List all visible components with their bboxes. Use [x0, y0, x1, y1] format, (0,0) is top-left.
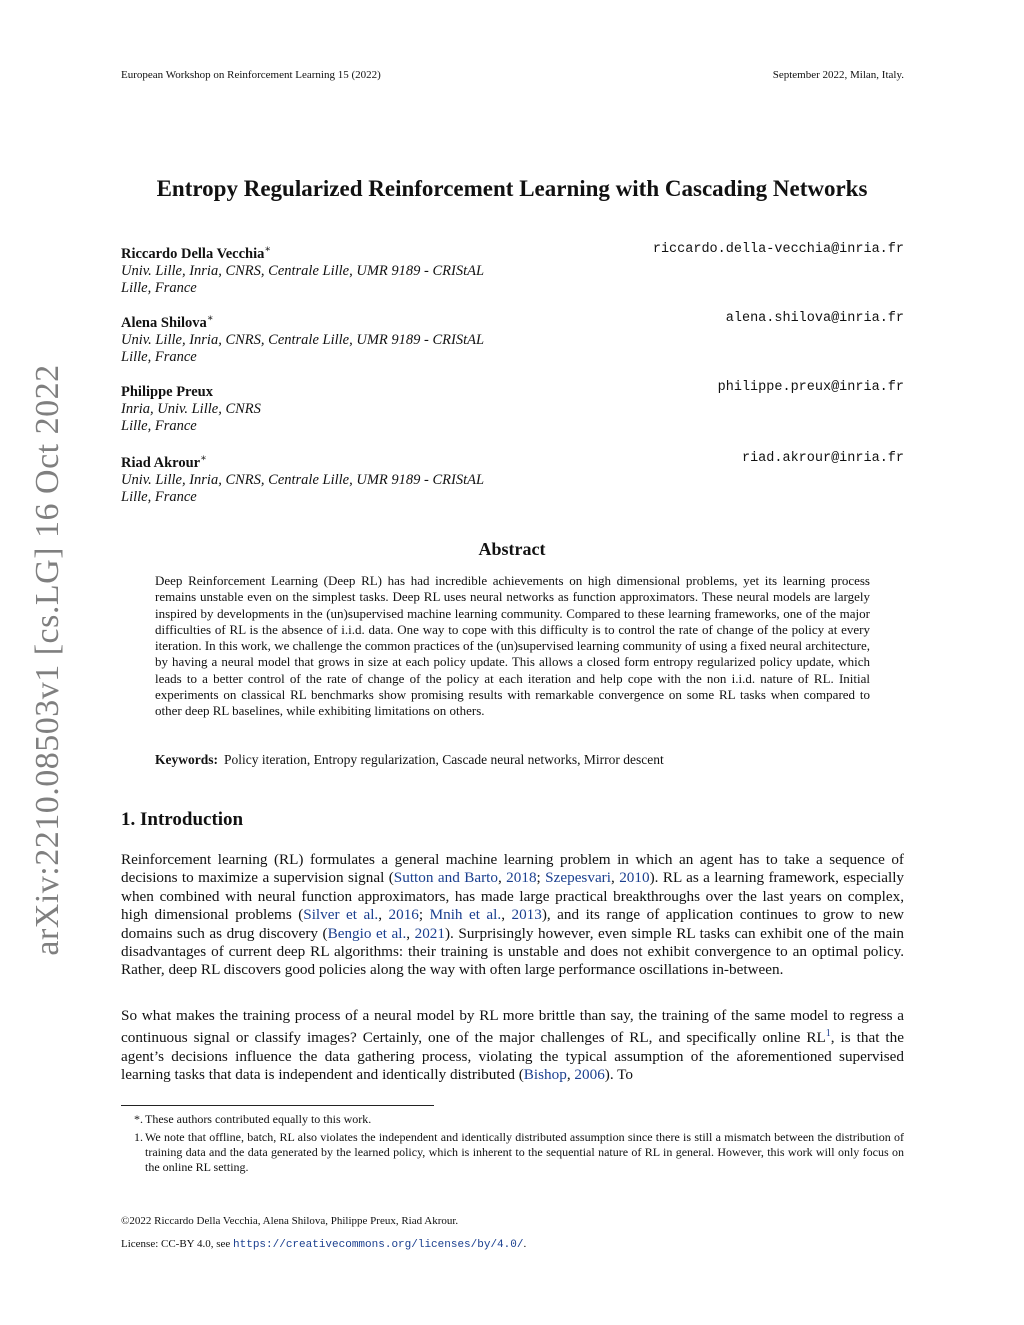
citation-link[interactable]: 2013 — [511, 906, 542, 924]
author-location: Lille, France — [121, 279, 197, 296]
license-end: . — [523, 1238, 527, 1250]
text-run: Reinforcement learning (RL) formulates a general machine learning problem in which an agent has to take a sequence of decisions to maximize a supervision signal ( — [121, 851, 904, 887]
author-email[interactable]: riad.akrour@inria.fr — [741, 451, 904, 466]
citation-link[interactable]: Bengio et al. — [327, 924, 407, 942]
footnote-text: These authors contributed equally to this work. — [145, 1112, 372, 1126]
license-text: License: CC-BY 4.0, see — [121, 1238, 231, 1250]
arxiv-id[interactable]: arXiv:2210.08503v1 [cs.LG] 16 Oct 2022 — [29, 364, 66, 956]
text-run: ), and its range of application continues to grow to new domains such as drug discovery ( — [121, 906, 904, 942]
text-run: ). Surprisingly however, even simple RL tasks can exhibit one of the main disadvantages of current deep RL algorithms: their training is unstable and does not exhibit convergence to an optimal policy. Rather, deep RL discovers good policies along the way with often large performance oscillations in-between. — [121, 924, 905, 979]
abstract-heading: Abstract — [478, 539, 546, 559]
running-header-venue: European Workshop on Reinforcement Learning 15 (2022) — [121, 69, 381, 81]
abstract-text: Deep Reinforcement Learning (Deep RL) has had incredible achievements on high dimensional problems, yet its learning process remains unstable even on the simplest tasks. Deep RL uses neural networks as function approximators. These neural models are largely inspired by developments in the (un)supervised machine learning community. Compared to these learning frameworks, one of the major difficulties of RL is the absence of i.i.d. data. One way to cope with this difficulty is to control the rate of change of the policy at every iteration. In this work, we challenge the common practices of the (un)supervised learning community of using a fixed neural architecture, by having a neural model that grows in size at each policy update. This allows a closed form entropy regularized policy update, which leads to a better control of the rate of change of the policy at each iteration and help cope with the non i.i.d. nature of RL. Initial experiments on classical RL benchmarks show promising results with remarkable convergence on some RL tasks when compared to other deep RL baselines, while exhibiting limitations on others. — [155, 573, 870, 719]
footnote-text: We note that offline, batch, RL also violates the independent and identically distributed assumption since there is still a mismatch between the distribution of training data and the data generated by the learned policy, which is inherent to the sequential nature of RL in general. However, this work will only focus on the online RL setting. — [145, 1130, 904, 1174]
equal-contribution-mark: ∗ — [200, 453, 207, 464]
citation-link[interactable]: 2018 — [506, 869, 537, 887]
equal-contribution-mark: ∗ — [206, 313, 214, 324]
author-affiliation: Univ. Lille, Inria, CNRS, Centrale Lille, UMR 9189 - CRIStAL — [121, 262, 485, 279]
license-notice — [121, 1238, 526, 1251]
author-block — [121, 450, 904, 506]
keywords-label: Keywords: — [155, 752, 218, 767]
author-block — [121, 379, 904, 435]
license-url[interactable]: https://creativecommons.org/licenses/by/4.0/ — [233, 1239, 524, 1251]
citation-link[interactable]: Silver et al. — [303, 906, 379, 924]
text-run: ). RL as a learning framework, especially when combined with neural function approximators, has made large practical breakthroughs over the last years on complex, high dimensional problems ( — [121, 869, 905, 924]
author-email[interactable]: philippe.preux@inria.fr — [717, 380, 904, 395]
author-email[interactable]: riccardo.della-vecchia@inria.fr — [652, 242, 904, 257]
citation-link[interactable]: Bishop — [523, 1066, 567, 1084]
text-run: So what makes the training process of a neural model by RL more brittle than say, the training of the same model to regress a continuous signal or classify images? Certainly, one of the major challenges of RL, and specifically online RL — [121, 1007, 904, 1047]
author-affiliation: Univ. Lille, Inria, CNRS, Centrale Lille, UMR 9189 - CRIStAL — [121, 471, 485, 488]
citation-link[interactable]: Szepesvari — [545, 869, 611, 887]
text-run: , is that the agent’s decisions influence the data gathering process, violating the typical assumption of the aforementioned supervised learning tasks that data is independent and identically distributed ( — [121, 1029, 904, 1084]
footnote — [121, 1112, 904, 1127]
citation-link[interactable]: 2021 — [414, 924, 445, 942]
author-name: Riccardo Della Vecchia — [121, 245, 265, 262]
footnote — [121, 1130, 904, 1175]
intro-paragraph — [121, 851, 904, 980]
text-run: , — [610, 869, 620, 887]
citation-link[interactable]: Mnih et al. — [429, 906, 502, 924]
running-header-date: September 2022, Milan, Italy. — [772, 69, 904, 81]
paper-title: Entropy Regularized Reinforcement Learning with Cascading Networks — [156, 176, 868, 201]
author-name: Alena Shilova — [121, 314, 207, 331]
text-run: , — [497, 869, 507, 887]
citation-link[interactable]: Sutton and Barto — [393, 869, 498, 887]
citation-link[interactable]: 2010 — [619, 869, 650, 887]
text-run: , — [378, 906, 389, 924]
copyright-notice: ©2022 Riccardo Della Vecchia, Alena Shilova, Philippe Preux, Riad Akrour. — [121, 1215, 459, 1227]
text-run: , — [501, 906, 512, 924]
footnote-divider — [121, 1105, 434, 1106]
author-affiliation: Univ. Lille, Inria, CNRS, Centrale Lille, UMR 9189 - CRIStAL — [121, 331, 485, 348]
section-heading: 1. Introduction — [121, 809, 244, 830]
author-block — [121, 310, 904, 366]
author-name: Riad Akrour — [121, 454, 201, 471]
citation-link[interactable]: 2016 — [388, 906, 419, 924]
footnote-mark: 1. — [134, 1130, 143, 1144]
author-location: Lille, France — [121, 417, 197, 434]
text-run: , — [406, 924, 415, 942]
text-run: , — [566, 1066, 575, 1084]
intro-paragraph — [121, 1007, 904, 1085]
text-run: ; — [418, 906, 430, 924]
footnote-marker[interactable]: 1 — [825, 1028, 831, 1040]
keywords-text: Policy iteration, Entropy regularization, Cascade neural networks, Mirror descent — [224, 752, 664, 767]
author-block — [121, 241, 904, 297]
equal-contribution-mark: ∗ — [264, 244, 272, 255]
footnote-mark: *. — [134, 1112, 143, 1126]
citation-link[interactable]: 2006 — [574, 1066, 605, 1084]
author-location: Lille, France — [121, 488, 197, 505]
keywords — [155, 752, 870, 768]
author-location: Lille, France — [121, 348, 197, 365]
text-run: ). To — [604, 1066, 633, 1084]
text-run: ; — [536, 869, 546, 887]
author-affiliation: Inria, Univ. Lille, CNRS — [121, 400, 261, 417]
author-name: Philippe Preux — [121, 383, 213, 400]
author-email[interactable]: alena.shilova@inria.fr — [725, 311, 904, 326]
